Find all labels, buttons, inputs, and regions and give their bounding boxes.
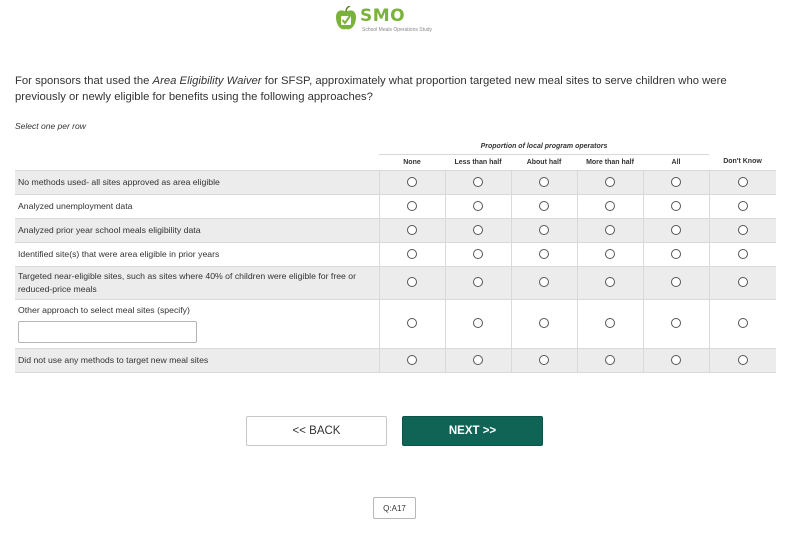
radio-none[interactable]	[407, 201, 417, 211]
specify-input[interactable]	[18, 321, 197, 343]
radio-less-than-half[interactable]	[473, 249, 483, 259]
question-id-badge: Q:A17	[373, 497, 416, 519]
radio-cell[interactable]	[577, 194, 643, 218]
radio-more-than-half[interactable]	[605, 355, 615, 365]
radio-dont-know[interactable]	[738, 277, 748, 287]
question-text	[15, 73, 775, 105]
radio-cell[interactable]	[643, 299, 709, 348]
radio-more-than-half[interactable]	[605, 249, 615, 259]
radio-cell[interactable]	[577, 299, 643, 348]
radio-cell[interactable]	[577, 242, 643, 266]
radio-all[interactable]	[671, 201, 681, 211]
radio-about-half[interactable]	[539, 249, 549, 259]
question-suffix: for SFSP, approximately what proportion targeted new meal sites to serve children who were previously or newly eligible for benefits using the following approaches?	[15, 75, 727, 103]
grid-corner	[15, 140, 379, 154]
radio-about-half[interactable]	[539, 318, 549, 328]
radio-less-than-half[interactable]	[473, 277, 483, 287]
radio-cell[interactable]	[379, 266, 445, 299]
radio-cell[interactable]	[709, 299, 776, 348]
radio-about-half[interactable]	[539, 201, 549, 211]
radio-none[interactable]	[407, 177, 417, 187]
radio-dont-know[interactable]	[738, 249, 748, 259]
column-header: Less than half	[454, 158, 502, 166]
radio-cell[interactable]	[643, 218, 709, 242]
radio-cell[interactable]	[709, 348, 776, 372]
grid-row	[15, 194, 776, 218]
radio-cell[interactable]	[445, 170, 511, 194]
radio-all[interactable]	[671, 277, 681, 287]
radio-about-half[interactable]	[539, 355, 549, 365]
radio-cell[interactable]	[709, 218, 776, 242]
radio-more-than-half[interactable]	[605, 177, 615, 187]
radio-all[interactable]	[671, 249, 681, 259]
radio-cell[interactable]	[379, 242, 445, 266]
radio-all[interactable]	[671, 177, 681, 187]
radio-dont-know[interactable]	[738, 201, 748, 211]
radio-cell[interactable]	[445, 299, 511, 348]
column-header: More than half	[586, 158, 634, 166]
radio-none[interactable]	[407, 249, 417, 259]
grid-row	[15, 242, 776, 266]
radio-none[interactable]	[407, 225, 417, 235]
brand-tagline: School Meals Operations Study	[362, 27, 433, 33]
radio-cell[interactable]	[643, 194, 709, 218]
row-label: Analyzed unemployment data	[15, 194, 379, 218]
row-label: Analyzed prior year school meals eligibility data	[15, 218, 379, 242]
radio-cell[interactable]	[445, 348, 511, 372]
radio-none[interactable]	[407, 277, 417, 287]
radio-dont-know[interactable]	[738, 177, 748, 187]
column-header: None	[403, 158, 421, 166]
radio-cell[interactable]	[511, 348, 577, 372]
radio-cell[interactable]	[643, 242, 709, 266]
radio-more-than-half[interactable]	[605, 225, 615, 235]
radio-cell[interactable]	[511, 242, 577, 266]
grid-label-header	[15, 154, 379, 170]
radio-cell[interactable]	[511, 170, 577, 194]
radio-cell[interactable]	[445, 194, 511, 218]
radio-none[interactable]	[407, 318, 417, 328]
row-label: Other approach to select meal sites (specify)	[18, 305, 190, 315]
grid-row	[15, 170, 776, 194]
radio-cell[interactable]	[511, 299, 577, 348]
radio-about-half[interactable]	[539, 225, 549, 235]
radio-less-than-half[interactable]	[473, 177, 483, 187]
radio-dont-know[interactable]	[738, 318, 748, 328]
radio-cell[interactable]	[577, 170, 643, 194]
response-grid	[15, 140, 776, 373]
question-emphasis: Area Eligibility Waiver	[152, 75, 262, 87]
next-button[interactable]: NEXT >>	[402, 416, 543, 446]
grid-row	[15, 266, 776, 299]
radio-more-than-half[interactable]	[605, 277, 615, 287]
row-label: Identified site(s) that were area eligible in prior years	[15, 242, 379, 266]
radio-cell[interactable]	[445, 218, 511, 242]
row-label: No methods used- all sites approved as area eligible	[15, 170, 379, 194]
radio-more-than-half[interactable]	[605, 201, 615, 211]
radio-all[interactable]	[671, 225, 681, 235]
column-header: About half	[526, 158, 562, 166]
radio-cell[interactable]	[379, 218, 445, 242]
instruction-text: Select one per row	[15, 121, 86, 131]
radio-cell[interactable]	[643, 266, 709, 299]
radio-cell[interactable]	[643, 348, 709, 372]
radio-less-than-half[interactable]	[473, 225, 483, 235]
radio-cell[interactable]	[511, 266, 577, 299]
radio-less-than-half[interactable]	[473, 318, 483, 328]
brand-name: SMO	[360, 6, 406, 26]
radio-cell[interactable]	[709, 170, 776, 194]
radio-cell[interactable]	[379, 299, 445, 348]
column-header: Don't Know	[723, 158, 762, 166]
radio-cell[interactable]	[379, 348, 445, 372]
radio-dont-know[interactable]	[738, 355, 748, 365]
radio-cell[interactable]	[709, 266, 776, 299]
row-label: Did not use any methods to target new meal sites	[15, 348, 379, 372]
radio-less-than-half[interactable]	[473, 201, 483, 211]
radio-cell[interactable]	[445, 266, 511, 299]
grid-corner-right	[709, 140, 776, 154]
grid-row	[15, 299, 776, 348]
group-header: Proportion of local program operators	[379, 140, 709, 154]
radio-none[interactable]	[407, 355, 417, 365]
radio-cell[interactable]	[445, 242, 511, 266]
radio-about-half[interactable]	[539, 277, 549, 287]
radio-dont-know[interactable]	[738, 225, 748, 235]
grid-row	[15, 348, 776, 372]
radio-more-than-half[interactable]	[605, 318, 615, 328]
radio-cell[interactable]	[379, 194, 445, 218]
radio-cell[interactable]	[577, 348, 643, 372]
radio-cell[interactable]	[709, 194, 776, 218]
radio-all[interactable]	[671, 318, 681, 328]
row-label: Targeted near-eligible sites, such as sites where 40% of children were eligible for free or reduced-price meals	[15, 266, 379, 299]
grid-row	[15, 218, 776, 242]
radio-cell[interactable]	[709, 242, 776, 266]
radio-cell[interactable]	[643, 170, 709, 194]
radio-cell[interactable]	[511, 194, 577, 218]
back-button[interactable]: << BACK	[246, 416, 387, 446]
radio-cell[interactable]	[577, 218, 643, 242]
smo-logo	[334, 3, 444, 35]
radio-cell[interactable]	[511, 218, 577, 242]
question-prefix: For sponsors that used the	[15, 75, 153, 87]
radio-about-half[interactable]	[539, 177, 549, 187]
radio-cell[interactable]	[379, 170, 445, 194]
radio-cell[interactable]	[577, 266, 643, 299]
apple-checkbox-icon	[334, 6, 358, 32]
column-header: All	[671, 158, 681, 166]
radio-less-than-half[interactable]	[473, 355, 483, 365]
row-label-other	[15, 299, 379, 348]
radio-all[interactable]	[671, 355, 681, 365]
